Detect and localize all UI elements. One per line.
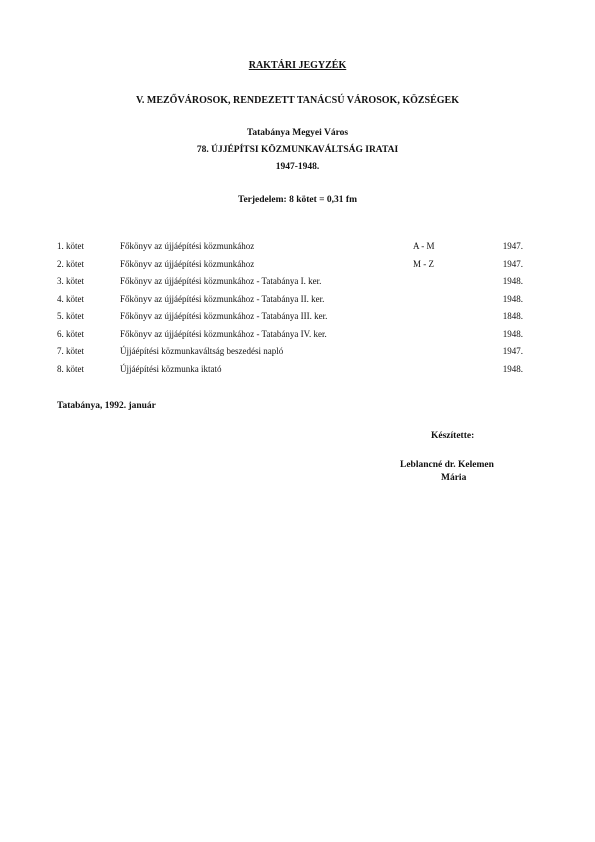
volume-number: 1. kötet	[57, 241, 84, 251]
volume-range: A - M	[413, 241, 435, 251]
extent-line: Terjedelem: 8 kötet = 0,31 fm	[237, 195, 358, 205]
volume-year: 1948.	[502, 328, 523, 339]
volume-number: 3. kötet	[57, 276, 84, 286]
volume-title: Főkönyv az újjáépítési közmunkához	[120, 241, 255, 251]
volume-number: 4. kötet	[57, 293, 84, 304]
volume-year: 1948.	[502, 276, 523, 286]
volume-number: 5. kötet	[57, 311, 84, 321]
document-title: RAKTÁRI JEGYZÉK	[248, 60, 347, 71]
volume-year: 1947.	[502, 241, 523, 251]
list-item	[57, 364, 527, 382]
volume-year: 1848.	[502, 311, 523, 321]
list-item	[57, 346, 527, 364]
list-item	[57, 329, 527, 347]
volume-title: Főkönyv az újjáépítési közmunkához	[120, 258, 255, 269]
list-item	[57, 276, 527, 294]
volume-number: 7. kötet	[57, 346, 84, 356]
list-item	[57, 294, 527, 312]
city-name: Tatabánya Megyei Város	[246, 128, 349, 138]
document-subtitle: V. MEZŐVÁROSOK, RENDEZETT TANÁCSÚ VÁROSOK, KÖZSÉGEK	[135, 95, 460, 106]
volume-number: 6. kötet	[57, 328, 84, 339]
author-name-line-1: Leblancné dr. Kelemen	[400, 460, 494, 470]
list-item	[57, 241, 527, 259]
volume-year: 1947.	[502, 346, 523, 356]
volume-number: 2. kötet	[57, 258, 84, 269]
list-item	[57, 311, 527, 329]
volume-title: Főkönyv az újjáépítési közmunkához - Tatabánya IV. ker.	[120, 328, 327, 339]
fonds-title: 78. ÚJJÉPÍTSI KÖZMUNKAVÁLTSÁG IRATAI	[196, 145, 399, 155]
volume-title: Főkönyv az újjáépítési közmunkához - Tatabánya III. ker.	[120, 311, 328, 321]
inventory-list	[57, 241, 527, 381]
volume-range: M - Z	[413, 258, 434, 269]
list-item	[57, 259, 527, 277]
volume-title: Újjáépítési közmunka iktató	[120, 363, 222, 374]
fonds-years: 1947-1948.	[275, 162, 320, 172]
prepared-by-label: Készítette:	[431, 431, 475, 441]
volume-year: 1948.	[502, 363, 523, 374]
volume-title: Újjáépítési közmunkaváltság beszedési napló	[120, 346, 284, 356]
author-name-line-2: Mária	[441, 473, 467, 483]
volume-number: 8. kötet	[57, 363, 84, 374]
place-date: Tatabánya, 1992. január	[57, 401, 156, 411]
volume-title: Főkönyv az újjáépítési közmunkához - Tatabánya I. ker.	[120, 276, 322, 286]
volume-title: Főkönyv az újjáépítési közmunkához - Tatabánya II. ker.	[120, 293, 325, 304]
volume-year: 1948.	[502, 293, 523, 304]
volume-year: 1947.	[502, 258, 523, 269]
